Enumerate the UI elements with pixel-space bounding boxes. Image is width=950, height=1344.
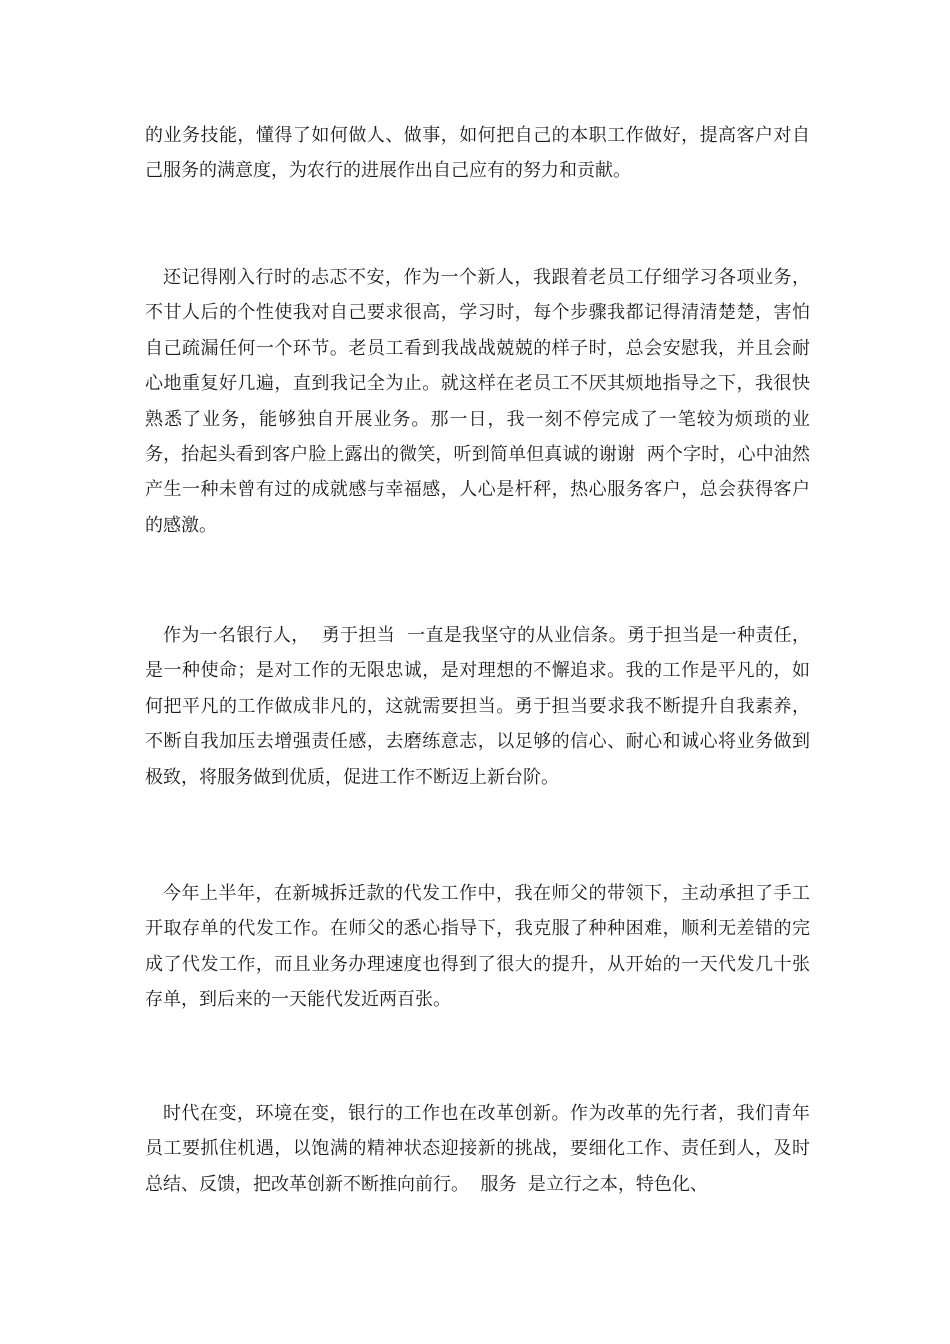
paragraph-5: 时代在变，环境在变，银行的工作也在改革创新。作为改革的先行者，我们青年员工要抓住机遇，以饱满的精神状态迎接新的挑战，要细化工作、责任到人，及时总结、反馈，把改革创新不断推向前行。 服务 是立行之本，特色化、 [145, 1103, 810, 1195]
paragraph-1: 的业务技能，懂得了如何做人、做事，如何把自己的本职工作做好，提高客户对自己服务的满意度，为农行的进展作出自己应有的努力和贡献。 [145, 125, 810, 182]
paragraph-3: 作为一名银行人， 勇于担当 一直是我坚守的从业信条。勇于担当是一种责任，是一种使命；是对工作的无限忠诚，是对理想的不懈追求。我的工作是平凡的，如何把平凡的工作做成非凡的，这就需要担当。勇于担当要求我不断提升自我素养，不断自我加压去增强责任感，去磨练意志，以足够的信心、耐心和诚心将业务做到极致，将服务做到优质，促进工作不断迈上新台阶。 [145, 625, 810, 788]
paragraph-2: 还记得刚入行时的忐忑不安，作为一个新人，我跟着老员工仔细学习各项业务，不甘人后的个性使我对自己要求很高，学习时，每个步骤我都记得清清楚楚，害怕自己疏漏任何一个环节。老员工看到我战战兢兢的样子时，总会安慰我，并且会耐心地重复好几遍，直到我记全为止。就这样在老员工不厌其烦地指导之下，我很快熟悉了业务，能够独自开展业务。那一日，我一刻不停完成了一笔较为烦琐的业务，抬起头看到客户脸上露出的微笑，听到简单但真诚的谢谢 两个字时，心中油然产生一种未曾有过的成就感与幸福感，人心是杆秤，热心服务客户，总会获得客户的感激。 [145, 267, 810, 536]
paragraph-4: 今年上半年，在新城拆迁款的代发工作中，我在师父的带领下，主动承担了手工开取存单的代发工作。在师父的悉心指导下，我克服了种种困难，顺利无差错的完成了代发工作，而且业务办理速度也得到了很大的提升，从开始的一天代发几十张存单，到后来的一天能代发近两百张。 [145, 883, 810, 1011]
